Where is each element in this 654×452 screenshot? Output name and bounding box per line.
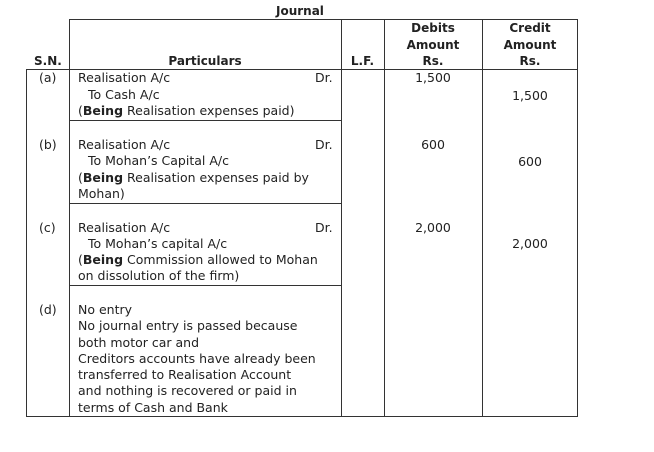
entry-line: No journal entry is passed because: [78, 318, 298, 333]
credit-amount: 1,500: [512, 88, 548, 103]
table-border-left: [26, 69, 27, 416]
credit-account: To Mohan’s capital A/c: [88, 236, 228, 251]
debit-account: Realisation A/c: [78, 220, 171, 235]
entry-line: both motor car and: [78, 335, 200, 350]
credit-amount: 2,000: [512, 236, 548, 251]
narration: (Being Realisation expenses paid by: [78, 170, 309, 185]
entry-line: terms of Cash and Bank: [78, 400, 228, 415]
header-debit-line-2: Amount: [406, 38, 460, 52]
dr-label: Dr.: [315, 70, 333, 85]
column-divider-debit: [482, 19, 483, 416]
entry-sn: (d): [39, 302, 57, 317]
row-divider-a: [69, 120, 341, 121]
table-border-right: [577, 19, 578, 416]
dr-label: Dr.: [315, 137, 333, 152]
entry-line: No entry: [78, 302, 133, 317]
debit-amount: 600: [421, 137, 445, 152]
row-divider-c: [69, 285, 341, 286]
entry-line: transferred to Realisation Account: [78, 367, 292, 382]
entry-line: and nothing is recovered or paid in: [78, 383, 297, 398]
narration-continued: on dissolution of the firm): [78, 268, 240, 283]
credit-account: To Mohan’s Capital A/c: [88, 153, 229, 168]
column-divider-sn: [69, 19, 70, 416]
narration: (Being Realisation expenses paid): [78, 103, 295, 118]
credit-account: To Cash A/c: [88, 87, 160, 102]
narration: (Being Commission allowed to Mohan: [78, 252, 318, 267]
header-debit-line-1: Debits: [411, 21, 455, 35]
debit-amount: 1,500: [415, 70, 451, 85]
journal-title: Journal: [276, 4, 324, 18]
header-credit-line-3: Rs.: [519, 54, 541, 68]
entry-line: Creditors accounts have already been: [78, 351, 316, 366]
entry-sn: (c): [39, 220, 56, 235]
header-sn: S.N.: [34, 54, 62, 68]
narration-continued: Mohan): [78, 186, 125, 201]
table-border-top: [69, 19, 578, 20]
header-debit-line-3: Rs.: [422, 54, 444, 68]
header-lf: L.F.: [350, 54, 375, 68]
row-divider-b: [69, 203, 341, 204]
column-divider-particulars: [341, 19, 342, 416]
header-particulars: Particulars: [168, 54, 242, 68]
debit-account: Realisation A/c: [78, 70, 171, 85]
debit-account: Realisation A/c: [78, 137, 171, 152]
entry-sn: (b): [39, 137, 57, 152]
entry-sn: (a): [39, 70, 57, 85]
debit-amount: 2,000: [415, 220, 451, 235]
header-credit-line-2: Amount: [503, 38, 557, 52]
dr-label: Dr.: [315, 220, 333, 235]
credit-amount: 600: [518, 154, 542, 169]
header-credit-line-1: Credit: [509, 21, 551, 35]
